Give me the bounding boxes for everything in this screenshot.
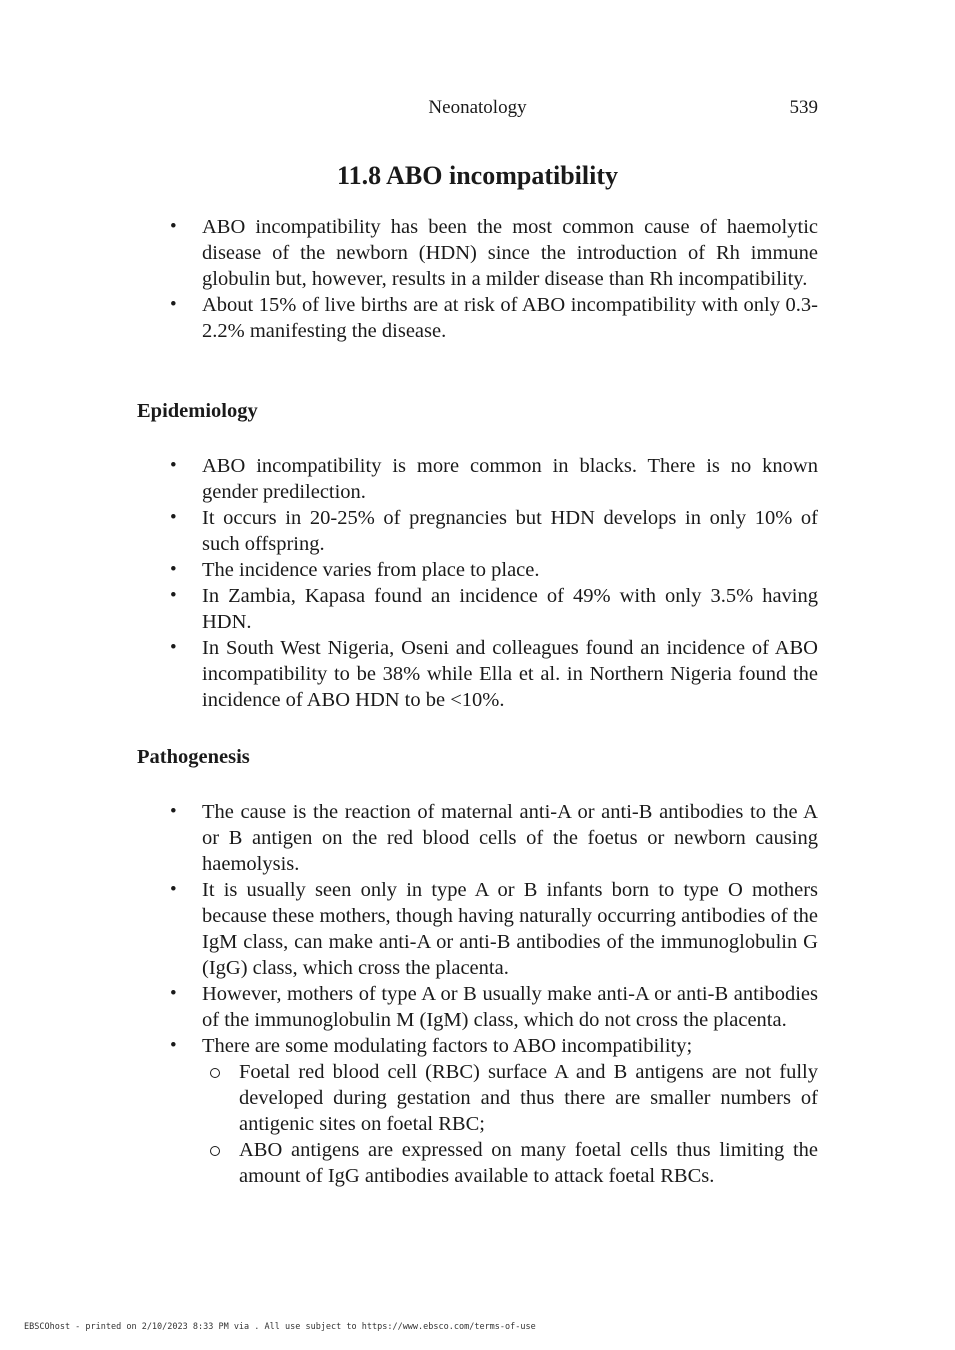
list-item: • ABO incompatibility has been the most common cause of haemolytic disease of the newborn (HDN) since the introduction of Rh immune globulin but, however, results in a milder disease than Rh incompatibility. bbox=[202, 214, 818, 292]
list-item: • In South West Nigeria, Oseni and colleagues found an incidence of ABO incompatibility to be 38% while Ella et al. in Northern Nigeria found the incidence of ABO HDN to be <10%. bbox=[202, 635, 818, 713]
pathogenesis-heading: Pathogenesis bbox=[137, 746, 250, 768]
running-header bbox=[137, 97, 818, 121]
print-footer: EBSCOhost - printed on 2/10/2023 8:33 PM via . All use subject to https://www.ebsco.com/terms-of-use bbox=[24, 1322, 536, 1332]
sub-list-item: ABO antigens are expressed on many foetal cells thus limiting the amount of IgG antibodies available to attack foetal RBCs. bbox=[239, 1139, 818, 1187]
epidemiology-bullet-list bbox=[202, 453, 818, 713]
section-title: 11.8 ABO incompatibility bbox=[337, 161, 618, 190]
list-item: • In Zambia, Kapasa found an incidence of 49% with only 3.5% having HDN. bbox=[202, 583, 818, 635]
list-item: • However, mothers of type A or B usually make anti-A or anti-B antibodies of the immunoglobulin M (IgM) class, which do not cross the placenta. bbox=[202, 981, 818, 1033]
list-item: • It occurs in 20-25% of pregnancies but HDN develops in only 10% of such offspring. bbox=[202, 505, 818, 557]
list-item-text: There are some modulating factors to ABO incompatibility; bbox=[202, 1035, 693, 1057]
sub-list-item: Foetal red blood cell (RBC) surface A and B antigens are not fully developed during gestation and thus there are smaller numbers of antigenic sites on foetal RBC; bbox=[239, 1061, 818, 1135]
list-item bbox=[202, 1033, 818, 1189]
list-item: • About 15% of live births are at risk of ABO incompatibility with only 0.3-2.2% manifesting the disease. bbox=[202, 292, 818, 344]
list-item: • The incidence varies from place to place. bbox=[202, 557, 818, 583]
intro-bullet-list bbox=[202, 214, 818, 344]
pathogenesis-bullet-list bbox=[202, 799, 818, 1189]
list-item: • ABO incompatibility is more common in blacks. There is no known gender predilection. bbox=[202, 453, 818, 505]
modulating-factors-sublist bbox=[202, 1059, 818, 1189]
epidemiology-heading: Epidemiology bbox=[137, 400, 258, 422]
running-title: Neonatology bbox=[428, 97, 527, 118]
list-item: • It is usually seen only in type A or B infants born to type O mothers because these mothers, though having naturally occurring antibodies of the IgM class, can make anti-A or anti-B antibodies of the immunoglobulin G (IgG) class, which cross the placenta. bbox=[202, 877, 818, 981]
list-item: • The cause is the reaction of maternal anti-A or anti-B antibodies to the A or B antigen on the red blood cells of the foetus or newborn causing haemolysis. bbox=[202, 799, 818, 877]
page-number: 539 bbox=[789, 97, 818, 118]
